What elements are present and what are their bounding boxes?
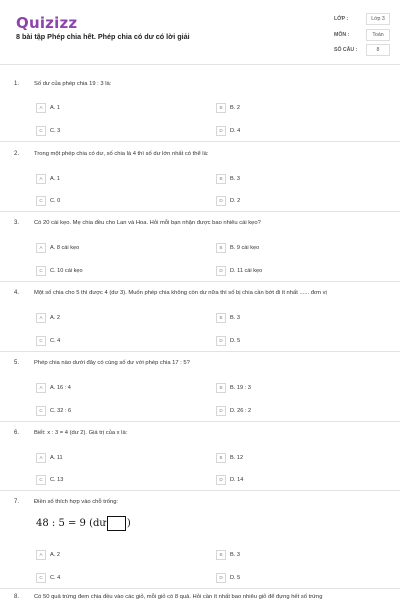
class-label: LỚP : xyxy=(334,16,349,22)
question-text: Điền số thích hợp vào chỗ trống: xyxy=(34,499,119,505)
question-divider xyxy=(0,211,400,212)
option-a[interactable] xyxy=(36,379,71,389)
option-value: A. 16 : 4 xyxy=(50,384,71,391)
option-a[interactable] xyxy=(36,546,60,556)
option-letter: D xyxy=(216,336,226,346)
option-value: A. 1 xyxy=(50,104,60,111)
option-letter: C xyxy=(36,406,46,416)
quizizz-logo: Quizizz xyxy=(16,14,78,32)
option-letter: B xyxy=(216,103,226,113)
option-letter: B xyxy=(216,174,226,184)
question-divider xyxy=(0,141,400,142)
option-value: D. 5 xyxy=(230,337,241,344)
option-value: B. 12 xyxy=(230,454,244,461)
option-a[interactable] xyxy=(36,239,79,249)
option-c[interactable] xyxy=(36,122,60,132)
option-c[interactable] xyxy=(36,192,60,202)
option-letter: D xyxy=(216,196,226,206)
subject-meta xyxy=(334,32,362,38)
header-divider xyxy=(0,64,400,65)
option-letter: C xyxy=(36,475,46,485)
option-letter: C xyxy=(36,126,46,136)
count-label: SỐ CÂU : xyxy=(334,47,358,53)
question-text: Trong một phép chia có dư, số chia là 4 thì số dư lớn nhất có thể là: xyxy=(34,151,209,157)
option-letter: B xyxy=(216,243,226,253)
question-divider xyxy=(0,281,400,282)
question-number: 8. xyxy=(14,594,20,600)
option-c[interactable] xyxy=(36,471,63,481)
question-divider xyxy=(0,351,400,352)
option-letter: D xyxy=(216,573,226,583)
count-value: 8 xyxy=(366,44,390,56)
option-value: C. 4 xyxy=(50,574,61,581)
option-letter: B xyxy=(216,453,226,463)
option-b[interactable] xyxy=(216,309,240,319)
option-letter: C xyxy=(36,573,46,583)
option-d[interactable] xyxy=(216,332,240,342)
answer-blank-box[interactable] xyxy=(107,516,126,531)
option-d[interactable] xyxy=(216,122,240,132)
option-value: A. 8 cái kẹo xyxy=(50,244,80,251)
question-text: Số dư của phép chia 19 : 3 là: xyxy=(34,81,112,87)
option-letter: A xyxy=(36,383,46,393)
option-d[interactable] xyxy=(216,569,240,579)
option-d[interactable] xyxy=(216,192,240,202)
option-a[interactable] xyxy=(36,449,63,459)
question-divider xyxy=(0,490,400,491)
option-b[interactable] xyxy=(216,170,240,180)
option-letter: C xyxy=(36,196,46,206)
option-letter: A xyxy=(36,453,46,463)
division-equation xyxy=(36,516,131,531)
option-value: D. 11 cái kẹo xyxy=(230,267,263,274)
option-c[interactable] xyxy=(36,332,60,342)
option-value: B. 3 xyxy=(230,314,240,321)
class-meta xyxy=(334,16,362,22)
option-letter: D xyxy=(216,126,226,136)
worksheet-title: 8 bài tập Phép chia hết. Phép chia có dư có lời giải xyxy=(16,32,190,41)
option-letter: D xyxy=(216,475,226,485)
option-value: D. 4 xyxy=(230,127,241,134)
equation-right: ) xyxy=(126,518,131,529)
question-divider xyxy=(0,588,400,589)
option-letter: D xyxy=(216,266,226,276)
option-value: C. 32 : 6 xyxy=(50,407,72,414)
option-value: C. 0 xyxy=(50,197,61,204)
option-value: D. 26 : 2 xyxy=(230,407,252,414)
question-number: 3. xyxy=(14,220,20,226)
subject-value: Toán xyxy=(366,29,390,41)
option-value: D. 5 xyxy=(230,574,241,581)
option-letter: A xyxy=(36,550,46,560)
option-letter: A xyxy=(36,103,46,113)
option-value: D. 2 xyxy=(230,197,241,204)
question-text: Có 20 cái kẹo. Mẹ chia đều cho Lan và Hoa. Hỏi mỗi bạn nhận được bao nhiêu cái kẹo? xyxy=(34,220,261,226)
option-d[interactable] xyxy=(216,262,262,272)
option-letter: B xyxy=(216,313,226,323)
option-value: B. 19 : 3 xyxy=(230,384,251,391)
option-letter: A xyxy=(36,243,46,253)
option-value: B. 2 xyxy=(230,104,240,111)
option-c[interactable] xyxy=(36,402,71,412)
question-divider xyxy=(0,421,400,422)
option-d[interactable] xyxy=(216,402,251,412)
question-number: 7. xyxy=(14,499,20,505)
count-meta xyxy=(334,47,362,53)
option-letter: D xyxy=(216,406,226,416)
option-a[interactable] xyxy=(36,309,60,319)
option-b[interactable] xyxy=(216,239,259,249)
option-letter: A xyxy=(36,174,46,184)
option-value: C. 4 xyxy=(50,337,61,344)
option-value: C. 3 xyxy=(50,127,61,134)
option-a[interactable] xyxy=(36,170,60,180)
option-b[interactable] xyxy=(216,379,251,389)
option-letter: C xyxy=(36,266,46,276)
option-value: A. 1 xyxy=(50,175,60,182)
question-text: Một số chia cho 5 thì được 4 (dư 3). Muốn phép chia không còn dư nữa thì số bị chia cần bớt đi ít nhất ...... đơn vị xyxy=(34,290,327,296)
option-c[interactable] xyxy=(36,569,60,579)
equation-left: 48 : 5 = 9 (dư xyxy=(36,518,106,529)
subject-label: MÔN : xyxy=(334,32,350,38)
option-value: C. 10 cái kẹo xyxy=(50,267,83,274)
option-value: B. 3 xyxy=(230,551,240,558)
worksheet-header xyxy=(0,0,400,62)
option-value: A. 2 xyxy=(50,551,60,558)
question-number: 1. xyxy=(14,81,20,87)
option-b[interactable] xyxy=(216,99,240,109)
question-number: 2. xyxy=(14,151,20,157)
question-text: Có 50 quả trứng đem chia đều vào các giỏ, mỗi giỏ có 8 quả. Hỏi cần ít nhất bao nhiêu giỏ để đựng hết số trứng xyxy=(34,594,323,600)
option-d[interactable] xyxy=(216,471,243,481)
question-text: Phép chia nào dưới đây có cùng số dư với phép chia 17 : 5? xyxy=(34,360,190,366)
option-value: A. 11 xyxy=(50,454,63,461)
option-a[interactable] xyxy=(36,99,60,109)
option-value: D. 14 xyxy=(230,476,244,483)
option-value: A. 2 xyxy=(50,314,60,321)
option-value: B. 3 xyxy=(230,175,240,182)
option-letter: B xyxy=(216,383,226,393)
option-letter: A xyxy=(36,313,46,323)
option-value: C. 13 xyxy=(50,476,64,483)
question-number: 4. xyxy=(14,290,20,296)
question-text: Biết: x : 3 = 4 (dư 2). Giá trị của x là: xyxy=(34,430,128,436)
option-c[interactable] xyxy=(36,262,83,272)
option-letter: B xyxy=(216,550,226,560)
option-value: B. 9 cái kẹo xyxy=(230,244,260,251)
option-b[interactable] xyxy=(216,449,243,459)
question-number: 6. xyxy=(14,430,20,436)
option-letter: C xyxy=(36,336,46,346)
question-number: 5. xyxy=(14,360,20,366)
class-value: Lớp 3 xyxy=(366,13,390,25)
option-b[interactable] xyxy=(216,546,240,556)
